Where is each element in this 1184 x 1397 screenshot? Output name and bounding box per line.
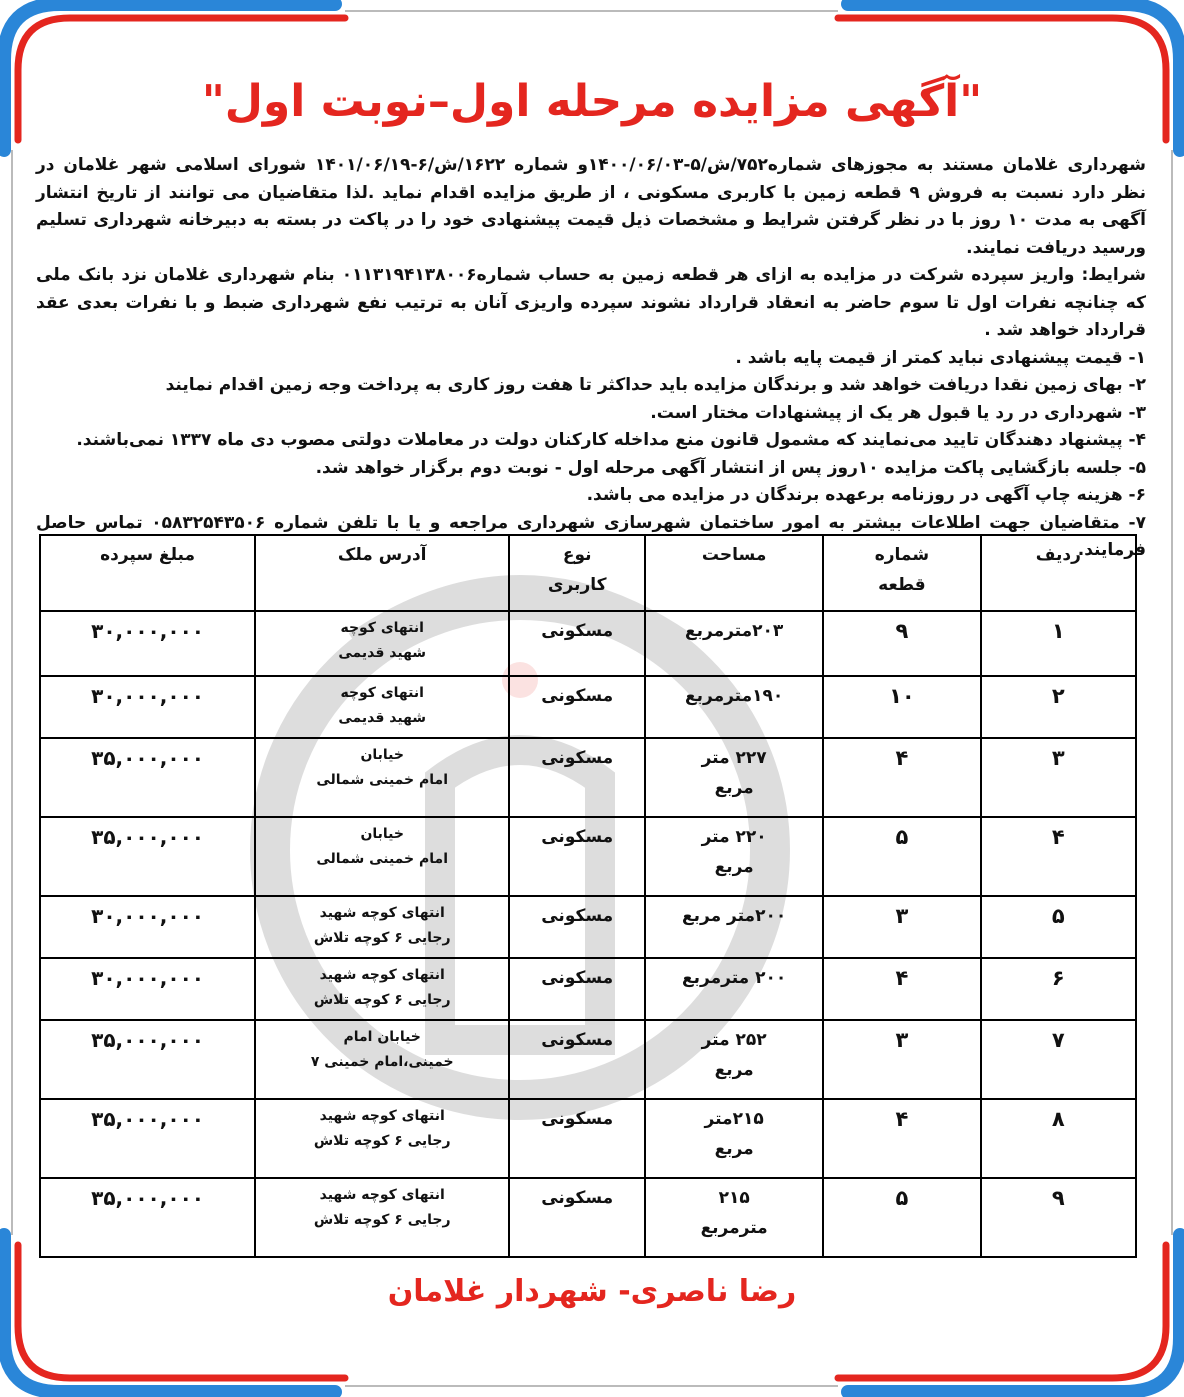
cell-area: ۲۵۲ متر مربع	[645, 1020, 823, 1099]
cell-plot-number: ۳	[823, 896, 980, 958]
header-plot-number: شماره قطعه	[823, 535, 980, 611]
rule-item: ۵- جلسه بازگشایی پاکت مزایده ۱۰روز پس از انتشار آگهی مرحله اول - نوبت دوم برگزار خواهد شد.	[315, 457, 1146, 478]
table-body	[40, 611, 1136, 1257]
table-header-row	[40, 535, 1136, 611]
cell-address: خیابان امام خمینی،امام خمینی ۷	[255, 1020, 509, 1099]
rule-item: ۲- بهای زمین نقدا دریافت خواهد شد و برندگان مزایده باید حداکثر تا هفت روز کاری به پرداخت وجه زمین اقدام نمایند	[165, 375, 1146, 395]
header-usage: نوع کاربری	[509, 535, 645, 611]
header-address: آدرس ملک	[255, 535, 509, 611]
cell-deposit: ۳۰,۰۰۰,۰۰۰	[40, 676, 255, 738]
cell-deposit: ۳۵,۰۰۰,۰۰۰	[40, 1099, 255, 1178]
cell-plot-number: ۱۰	[823, 676, 980, 738]
signature: رضا ناصری- شهردار غلامان	[387, 1274, 797, 1309]
cell-area: ۲۰۰متر مربع	[645, 896, 823, 958]
conditions-paragraph: شرایط: واریز سپرده شرکت در مزایده به ازای هر قطعه زمین به حساب شماره۰۱۱۳۱۹۴۱۳۸۰۰۶ بنام شهرداری غلامان نزد بانک ملی که چنانچه نفرات اول تا سوم حاضر به انعقاد قرارداد نشوند سپرده واریزی آنان به ترتیب نفع شهرداری ضبط و با نفرات بعدی عقد قرارداد خواهد شد .	[36, 265, 1146, 340]
cell-deposit: ۳۵,۰۰۰,۰۰۰	[40, 1178, 255, 1257]
cell-row-number: ۱	[981, 611, 1136, 676]
cell-usage: مسکونی	[509, 676, 645, 738]
intro-paragraph: شهرداری غلامان مستند به مجوزهای شماره۷۵۲/ش/۵-۱۴۰۰/۰۶/۰۳و شماره ۱۶۲۲/ش/۶-۱۴۰۱/۰۶/۱۹ شورای اسلامی شهر غلامان در نظر دارد نسبت به فروش ۹ قطعه زمین با کاربری مسکونی ، از طریق مزایده اقدام نماید .لذا متقاضیان می توانند از تاریخ انتشار آگهی به مدت ۱۰ روز با در نظر گرفتن شرایط و مشخصات ذیل قیمت پیشنهادی خود را در پاکت در بسته به دبیرخانه شهرداری تسلیم ورسید دریافت نمایند.	[36, 155, 1146, 258]
rule-item: ۳- شهرداری در رد یا قبول هر یک از پیشنهادات مختار است.	[650, 402, 1146, 423]
cell-plot-number: ۴	[823, 738, 980, 817]
table-row	[40, 896, 1136, 958]
cell-usage: مسکونی	[509, 738, 645, 817]
cell-row-number: ۴	[981, 817, 1136, 896]
table-row	[40, 958, 1136, 1020]
table-row	[40, 1020, 1136, 1099]
cell-usage: مسکونی	[509, 1099, 645, 1178]
cell-address: خیابان امام خمینی شمالی	[255, 738, 509, 817]
announcement-body	[36, 152, 1146, 565]
cell-plot-number: ۵	[823, 1178, 980, 1257]
frame-corner-bottom-right	[848, 1235, 1180, 1392]
cell-address: خیابان امام خمینی شمالی	[255, 817, 509, 896]
cell-row-number: ۳	[981, 738, 1136, 817]
frame-inner-bottom-right	[838, 1245, 1166, 1378]
table-row	[40, 611, 1136, 676]
cell-plot-number: ۴	[823, 958, 980, 1020]
frame-inner-bottom-left	[18, 1245, 345, 1378]
cell-plot-number: ۳	[823, 1020, 980, 1099]
table-row	[40, 1178, 1136, 1257]
cell-plot-number: ۴	[823, 1099, 980, 1178]
cell-address: انتهای کوچه شهید رجایی ۶ کوچه تلاش	[255, 896, 509, 958]
header-row-number: ردیف	[981, 535, 1136, 611]
cell-row-number: ۷	[981, 1020, 1136, 1099]
page-title: "آگهی مزایده مرحله اول–نوبت اول"	[201, 76, 983, 127]
header-area: مساحت	[645, 535, 823, 611]
table-row	[40, 1099, 1136, 1178]
cell-plot-number: ۵	[823, 817, 980, 896]
rule-item: ۴- پیشنهاد دهندگان تایید می‌نمایند که مشمول قانون منع مداخله کارکنان دولت در معاملات دولتی مصوب دی ماه ۱۳۳۷ نمی‌باشند.	[76, 430, 1146, 450]
land-table	[39, 534, 1137, 1258]
cell-address: انتهای کوچه شهید رجایی ۶ کوچه تلاش	[255, 1178, 509, 1257]
rules-list	[36, 345, 1146, 565]
rule-item: ۶- هزینه چاپ آگهی در روزنامه برعهده برندگان در مزایده می باشد.	[586, 485, 1146, 505]
cell-address: انتهای کوچه شهید قدیمی	[255, 611, 509, 676]
cell-deposit: ۳۵,۰۰۰,۰۰۰	[40, 817, 255, 896]
cell-address: انتهای کوچه شهید رجایی ۶ کوچه تلاش	[255, 958, 509, 1020]
cell-address: انتهای کوچه شهید رجایی ۶ کوچه تلاش	[255, 1099, 509, 1178]
cell-usage: مسکونی	[509, 958, 645, 1020]
table-row	[40, 738, 1136, 817]
cell-usage: مسکونی	[509, 1020, 645, 1099]
rule-item: ۱- قیمت پیشنهادی نباید کمتر از قیمت پایه باشد .	[735, 347, 1146, 368]
cell-row-number: ۲	[981, 676, 1136, 738]
cell-area: ۲۰۳مترمربع	[645, 611, 823, 676]
cell-row-number: ۹	[981, 1178, 1136, 1257]
cell-deposit: ۳۰,۰۰۰,۰۰۰	[40, 896, 255, 958]
frame-corner-bottom-left	[4, 1235, 335, 1392]
cell-deposit: ۳۵,۰۰۰,۰۰۰	[40, 738, 255, 817]
cell-area: ۲۱۵متر مربع	[645, 1099, 823, 1178]
table-row	[40, 817, 1136, 896]
cell-usage: مسکونی	[509, 1178, 645, 1257]
cell-area: ۲۲۰ متر مربع	[645, 817, 823, 896]
cell-row-number: ۵	[981, 896, 1136, 958]
cell-usage: مسکونی	[509, 896, 645, 958]
header-deposit: مبلغ سپرده	[40, 535, 255, 611]
cell-area: ۲۰۰ مترمربع	[645, 958, 823, 1020]
cell-deposit: ۳۰,۰۰۰,۰۰۰	[40, 611, 255, 676]
cell-address: انتهای کوچه شهید قدیمی	[255, 676, 509, 738]
cell-deposit: ۳۰,۰۰۰,۰۰۰	[40, 958, 255, 1020]
cell-plot-number: ۹	[823, 611, 980, 676]
cell-area: ۲۲۷ متر مربع	[645, 738, 823, 817]
cell-row-number: ۸	[981, 1099, 1136, 1178]
cell-area: ۱۹۰مترمربع	[645, 676, 823, 738]
cell-deposit: ۳۵,۰۰۰,۰۰۰	[40, 1020, 255, 1099]
cell-row-number: ۶	[981, 958, 1136, 1020]
rule-item: ۷- متقاضیان جهت اطلاعات بیشتر به امور ساختمان شهرسازی شهرداری مراجعه و یا با تلفن شماره ۰۵۸۳۲۵۴۳۵۰۶ تماس حاصل فرمایند.	[36, 512, 1146, 560]
cell-area: ۲۱۵ مترمربع	[645, 1178, 823, 1257]
table-row	[40, 676, 1136, 738]
cell-usage: مسکونی	[509, 611, 645, 676]
cell-usage: مسکونی	[509, 817, 645, 896]
